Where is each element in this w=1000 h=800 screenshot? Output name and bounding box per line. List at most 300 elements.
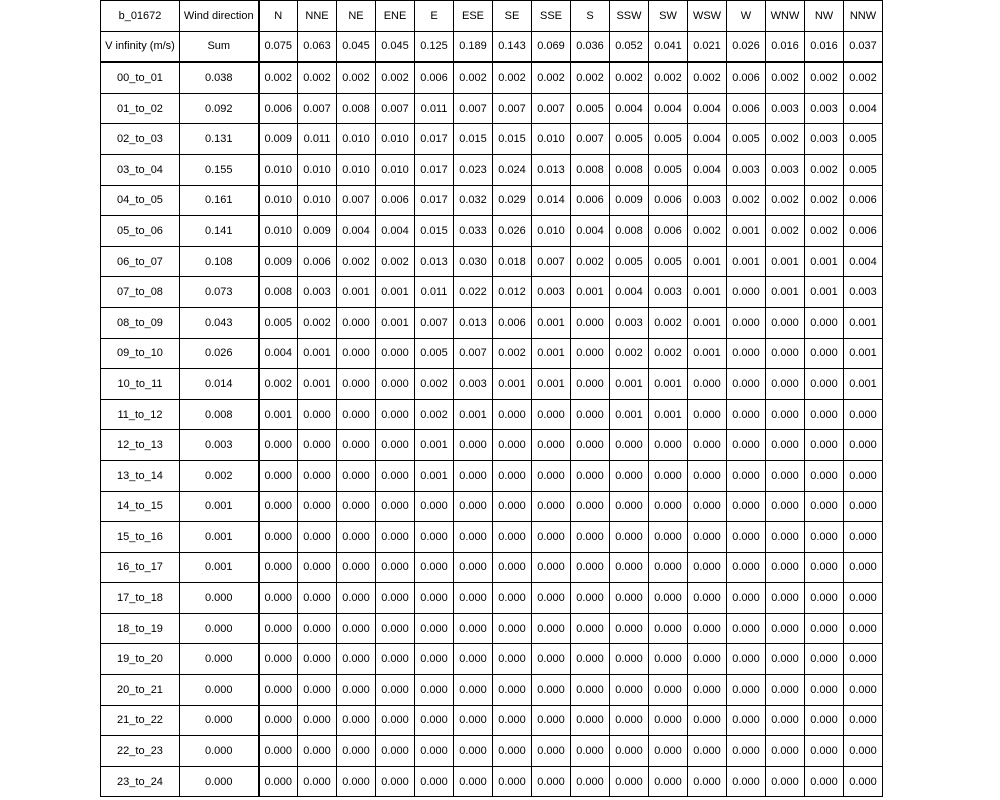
frequency-cell: 0.000 <box>259 522 298 553</box>
frequency-cell: 0.010 <box>259 185 298 216</box>
frequency-cell: 0.000 <box>727 491 766 522</box>
frequency-cell: 0.000 <box>376 705 415 736</box>
frequency-cell: 0.007 <box>415 307 454 338</box>
direction-sum-cell: 0.052 <box>610 31 649 62</box>
frequency-cell: 0.000 <box>727 338 766 369</box>
frequency-cell: 0.000 <box>727 307 766 338</box>
frequency-cell: 0.005 <box>649 124 688 155</box>
frequency-cell: 0.001 <box>727 216 766 247</box>
frequency-cell: 0.000 <box>454 491 493 522</box>
frequency-cell: 0.007 <box>454 338 493 369</box>
table-row <box>101 185 883 216</box>
table-row <box>101 154 883 185</box>
frequency-cell: 0.010 <box>532 124 571 155</box>
frequency-cell: 0.000 <box>259 491 298 522</box>
frequency-cell: 0.001 <box>844 307 883 338</box>
frequency-cell: 0.000 <box>805 705 844 736</box>
frequency-cell: 0.000 <box>454 705 493 736</box>
frequency-cell: 0.000 <box>805 307 844 338</box>
frequency-cell: 0.000 <box>415 736 454 767</box>
frequency-cell: 0.000 <box>649 736 688 767</box>
frequency-cell: 0.000 <box>766 369 805 400</box>
frequency-cell: 0.000 <box>844 766 883 797</box>
frequency-cell: 0.000 <box>493 552 532 583</box>
table-row <box>101 277 883 308</box>
direction-header-cell: SSE <box>532 1 571 32</box>
frequency-cell: 0.000 <box>376 491 415 522</box>
frequency-cell: 0.000 <box>610 460 649 491</box>
frequency-cell: 0.015 <box>415 216 454 247</box>
frequency-cell: 0.000 <box>727 552 766 583</box>
table-row <box>101 307 883 338</box>
frequency-cell: 0.000 <box>493 460 532 491</box>
row-sum-cell: 0.000 <box>180 736 259 767</box>
frequency-cell: 0.000 <box>649 675 688 706</box>
frequency-cell: 0.003 <box>454 369 493 400</box>
frequency-cell: 0.000 <box>610 766 649 797</box>
frequency-cell: 0.000 <box>571 766 610 797</box>
speed-bin-label-cell: 13_to_14 <box>101 460 180 491</box>
direction-sum-cell: 0.016 <box>805 31 844 62</box>
frequency-cell: 0.000 <box>337 522 376 553</box>
frequency-cell: 0.000 <box>532 491 571 522</box>
frequency-cell: 0.000 <box>610 705 649 736</box>
frequency-cell: 0.000 <box>337 644 376 675</box>
frequency-cell: 0.000 <box>571 675 610 706</box>
frequency-cell: 0.004 <box>610 277 649 308</box>
frequency-cell: 0.000 <box>766 460 805 491</box>
frequency-cell: 0.007 <box>376 93 415 124</box>
frequency-cell: 0.033 <box>454 216 493 247</box>
frequency-cell: 0.010 <box>337 124 376 155</box>
frequency-cell: 0.000 <box>415 766 454 797</box>
frequency-cell: 0.000 <box>844 583 883 614</box>
frequency-cell: 0.000 <box>493 644 532 675</box>
frequency-cell: 0.013 <box>532 154 571 185</box>
row-sum-cell: 0.000 <box>180 766 259 797</box>
frequency-cell: 0.002 <box>610 338 649 369</box>
frequency-cell: 0.011 <box>298 124 337 155</box>
frequency-cell: 0.000 <box>454 583 493 614</box>
frequency-cell: 0.000 <box>376 460 415 491</box>
frequency-cell: 0.000 <box>844 491 883 522</box>
frequency-cell: 0.000 <box>415 522 454 553</box>
frequency-cell: 0.000 <box>298 552 337 583</box>
frequency-cell: 0.001 <box>415 460 454 491</box>
frequency-cell: 0.002 <box>688 216 727 247</box>
frequency-cell: 0.015 <box>454 124 493 155</box>
frequency-cell: 0.000 <box>532 522 571 553</box>
frequency-cell: 0.002 <box>688 62 727 93</box>
frequency-cell: 0.000 <box>649 644 688 675</box>
frequency-cell: 0.000 <box>805 399 844 430</box>
frequency-cell: 0.003 <box>844 277 883 308</box>
frequency-cell: 0.006 <box>727 93 766 124</box>
frequency-cell: 0.004 <box>688 124 727 155</box>
frequency-cell: 0.013 <box>415 246 454 277</box>
speed-bin-label-cell: 03_to_04 <box>101 154 180 185</box>
row-sum-cell: 0.092 <box>180 93 259 124</box>
frequency-cell: 0.008 <box>571 154 610 185</box>
frequency-cell: 0.000 <box>298 675 337 706</box>
speed-bin-label-cell: 11_to_12 <box>101 399 180 430</box>
frequency-cell: 0.010 <box>337 154 376 185</box>
frequency-cell: 0.001 <box>493 369 532 400</box>
frequency-cell: 0.000 <box>337 399 376 430</box>
direction-header-cell: WNW <box>766 1 805 32</box>
frequency-cell: 0.003 <box>649 277 688 308</box>
frequency-cell: 0.006 <box>376 185 415 216</box>
frequency-cell: 0.005 <box>649 246 688 277</box>
frequency-cell: 0.000 <box>766 338 805 369</box>
frequency-cell: 0.000 <box>493 736 532 767</box>
frequency-cell: 0.000 <box>805 552 844 583</box>
row-sum-cell: 0.000 <box>180 583 259 614</box>
frequency-cell: 0.000 <box>610 613 649 644</box>
direction-header-cell: ESE <box>454 1 493 32</box>
frequency-cell: 0.000 <box>259 675 298 706</box>
frequency-cell: 0.000 <box>571 338 610 369</box>
frequency-cell: 0.014 <box>532 185 571 216</box>
frequency-cell: 0.000 <box>610 552 649 583</box>
frequency-cell: 0.013 <box>454 307 493 338</box>
row-sum-cell: 0.155 <box>180 154 259 185</box>
frequency-cell: 0.000 <box>727 522 766 553</box>
speed-bin-label-cell: 23_to_24 <box>101 766 180 797</box>
table-row <box>101 766 883 797</box>
frequency-cell: 0.000 <box>766 644 805 675</box>
id-label-cell: b_01672 <box>101 1 180 32</box>
frequency-cell: 0.000 <box>805 460 844 491</box>
frequency-cell: 0.000 <box>415 583 454 614</box>
direction-header-cell: NE <box>337 1 376 32</box>
frequency-cell: 0.000 <box>805 644 844 675</box>
frequency-cell: 0.000 <box>766 307 805 338</box>
frequency-cell: 0.000 <box>688 522 727 553</box>
frequency-cell: 0.000 <box>532 766 571 797</box>
frequency-cell: 0.000 <box>688 460 727 491</box>
frequency-cell: 0.000 <box>454 675 493 706</box>
frequency-cell: 0.000 <box>766 675 805 706</box>
frequency-cell: 0.000 <box>298 460 337 491</box>
frequency-cell: 0.001 <box>688 338 727 369</box>
frequency-cell: 0.024 <box>493 154 532 185</box>
table-row <box>101 552 883 583</box>
row-sum-cell: 0.108 <box>180 246 259 277</box>
frequency-cell: 0.001 <box>337 277 376 308</box>
frequency-cell: 0.000 <box>337 705 376 736</box>
frequency-cell: 0.000 <box>649 522 688 553</box>
frequency-cell: 0.005 <box>649 154 688 185</box>
frequency-cell: 0.000 <box>727 736 766 767</box>
table-body <box>101 1 883 797</box>
frequency-cell: 0.001 <box>688 277 727 308</box>
frequency-cell: 0.000 <box>532 552 571 583</box>
frequency-cell: 0.000 <box>493 705 532 736</box>
frequency-cell: 0.000 <box>532 644 571 675</box>
frequency-cell: 0.000 <box>649 491 688 522</box>
frequency-cell: 0.018 <box>493 246 532 277</box>
frequency-cell: 0.000 <box>688 369 727 400</box>
frequency-cell: 0.000 <box>610 644 649 675</box>
frequency-cell: 0.006 <box>844 185 883 216</box>
frequency-cell: 0.000 <box>532 705 571 736</box>
frequency-cell: 0.000 <box>805 522 844 553</box>
speed-bin-label-cell: 00_to_01 <box>101 62 180 93</box>
frequency-cell: 0.000 <box>649 552 688 583</box>
frequency-cell: 0.000 <box>337 552 376 583</box>
frequency-cell: 0.000 <box>415 705 454 736</box>
frequency-cell: 0.002 <box>493 338 532 369</box>
frequency-cell: 0.004 <box>337 216 376 247</box>
frequency-cell: 0.026 <box>493 216 532 247</box>
frequency-cell: 0.000 <box>493 583 532 614</box>
frequency-cell: 0.000 <box>259 430 298 461</box>
frequency-cell: 0.001 <box>649 399 688 430</box>
direction-sum-cell: 0.075 <box>259 31 298 62</box>
row-sum-cell: 0.001 <box>180 491 259 522</box>
wind-direction-label-cell: Wind direction <box>180 1 259 32</box>
frequency-cell: 0.000 <box>376 430 415 461</box>
frequency-cell: 0.000 <box>337 583 376 614</box>
direction-header-cell: SE <box>493 1 532 32</box>
table-row <box>101 62 883 93</box>
frequency-cell: 0.009 <box>610 185 649 216</box>
frequency-cell: 0.001 <box>376 307 415 338</box>
speed-bin-label-cell: 01_to_02 <box>101 93 180 124</box>
row-sum-cell: 0.073 <box>180 277 259 308</box>
frequency-cell: 0.002 <box>337 62 376 93</box>
sum-label-cell: Sum <box>180 31 259 62</box>
frequency-cell: 0.000 <box>727 430 766 461</box>
frequency-cell: 0.004 <box>688 93 727 124</box>
frequency-cell: 0.002 <box>844 62 883 93</box>
frequency-cell: 0.000 <box>298 430 337 461</box>
frequency-cell: 0.000 <box>259 460 298 491</box>
frequency-cell: 0.000 <box>805 430 844 461</box>
direction-header-cell: NNW <box>844 1 883 32</box>
frequency-cell: 0.000 <box>259 583 298 614</box>
frequency-cell: 0.003 <box>766 93 805 124</box>
frequency-cell: 0.007 <box>571 124 610 155</box>
speed-bin-label-cell: 17_to_18 <box>101 583 180 614</box>
frequency-cell: 0.029 <box>493 185 532 216</box>
frequency-cell: 0.001 <box>688 246 727 277</box>
frequency-cell: 0.000 <box>649 613 688 644</box>
frequency-cell: 0.002 <box>805 62 844 93</box>
table-row <box>101 491 883 522</box>
frequency-cell: 0.005 <box>844 124 883 155</box>
frequency-cell: 0.002 <box>259 62 298 93</box>
frequency-cell: 0.000 <box>493 613 532 644</box>
direction-header-cell: NW <box>805 1 844 32</box>
frequency-cell: 0.000 <box>844 644 883 675</box>
frequency-cell: 0.007 <box>532 93 571 124</box>
row-sum-cell: 0.131 <box>180 124 259 155</box>
frequency-cell: 0.002 <box>805 216 844 247</box>
row-sum-cell: 0.000 <box>180 613 259 644</box>
frequency-cell: 0.003 <box>298 277 337 308</box>
frequency-cell: 0.007 <box>532 246 571 277</box>
frequency-cell: 0.000 <box>727 460 766 491</box>
frequency-cell: 0.002 <box>766 124 805 155</box>
frequency-cell: 0.008 <box>610 154 649 185</box>
frequency-cell: 0.000 <box>298 705 337 736</box>
row-sum-cell: 0.003 <box>180 430 259 461</box>
frequency-cell: 0.000 <box>415 491 454 522</box>
frequency-cell: 0.001 <box>649 369 688 400</box>
frequency-cell: 0.002 <box>493 62 532 93</box>
frequency-cell: 0.000 <box>805 338 844 369</box>
speed-bin-label-cell: 05_to_06 <box>101 216 180 247</box>
frequency-cell: 0.010 <box>298 154 337 185</box>
frequency-cell: 0.000 <box>844 430 883 461</box>
frequency-cell: 0.000 <box>766 705 805 736</box>
frequency-cell: 0.000 <box>766 552 805 583</box>
frequency-cell: 0.000 <box>844 675 883 706</box>
frequency-cell: 0.000 <box>727 705 766 736</box>
frequency-cell: 0.000 <box>454 736 493 767</box>
speed-bin-label-cell: 07_to_08 <box>101 277 180 308</box>
frequency-cell: 0.001 <box>844 369 883 400</box>
frequency-cell: 0.000 <box>766 522 805 553</box>
frequency-cell: 0.002 <box>337 246 376 277</box>
frequency-cell: 0.000 <box>454 644 493 675</box>
frequency-cell: 0.001 <box>688 307 727 338</box>
frequency-cell: 0.000 <box>688 705 727 736</box>
frequency-cell: 0.000 <box>805 736 844 767</box>
frequency-cell: 0.000 <box>727 277 766 308</box>
v-infinity-label-cell: V infinity (m/s) <box>101 31 180 62</box>
table-row <box>101 644 883 675</box>
frequency-cell: 0.022 <box>454 277 493 308</box>
frequency-cell: 0.000 <box>727 675 766 706</box>
frequency-cell: 0.000 <box>571 307 610 338</box>
frequency-cell: 0.002 <box>610 62 649 93</box>
frequency-cell: 0.005 <box>610 246 649 277</box>
frequency-cell: 0.000 <box>766 613 805 644</box>
table-row <box>101 246 883 277</box>
frequency-cell: 0.000 <box>259 736 298 767</box>
frequency-cell: 0.001 <box>766 277 805 308</box>
row-sum-cell: 0.002 <box>180 460 259 491</box>
row-sum-cell: 0.161 <box>180 185 259 216</box>
frequency-cell: 0.000 <box>610 736 649 767</box>
frequency-cell: 0.000 <box>688 491 727 522</box>
table-row <box>101 705 883 736</box>
frequency-cell: 0.000 <box>688 430 727 461</box>
frequency-cell: 0.000 <box>571 583 610 614</box>
frequency-cell: 0.000 <box>532 613 571 644</box>
frequency-cell: 0.000 <box>805 613 844 644</box>
frequency-cell: 0.003 <box>727 154 766 185</box>
frequency-cell: 0.000 <box>805 766 844 797</box>
frequency-cell: 0.001 <box>805 246 844 277</box>
frequency-cell: 0.017 <box>415 154 454 185</box>
speed-bin-label-cell: 06_to_07 <box>101 246 180 277</box>
frequency-cell: 0.000 <box>688 675 727 706</box>
row-sum-cell: 0.141 <box>180 216 259 247</box>
row-sum-cell: 0.008 <box>180 399 259 430</box>
direction-sum-cell: 0.143 <box>493 31 532 62</box>
frequency-cell: 0.000 <box>844 613 883 644</box>
frequency-cell: 0.005 <box>844 154 883 185</box>
direction-sum-cell: 0.045 <box>337 31 376 62</box>
frequency-cell: 0.010 <box>532 216 571 247</box>
row-sum-cell: 0.026 <box>180 338 259 369</box>
table-row <box>101 399 883 430</box>
frequency-cell: 0.001 <box>805 277 844 308</box>
frequency-cell: 0.004 <box>610 93 649 124</box>
frequency-cell: 0.000 <box>532 736 571 767</box>
frequency-cell: 0.000 <box>532 675 571 706</box>
frequency-cell: 0.000 <box>298 522 337 553</box>
frequency-cell: 0.002 <box>766 62 805 93</box>
frequency-cell: 0.000 <box>727 644 766 675</box>
frequency-cell: 0.000 <box>727 369 766 400</box>
row-sum-cell: 0.000 <box>180 644 259 675</box>
frequency-cell: 0.000 <box>844 705 883 736</box>
frequency-cell: 0.006 <box>298 246 337 277</box>
frequency-cell: 0.001 <box>766 246 805 277</box>
frequency-cell: 0.002 <box>532 62 571 93</box>
table-row <box>101 369 883 400</box>
frequency-cell: 0.001 <box>727 246 766 277</box>
speed-bin-label-cell: 20_to_21 <box>101 675 180 706</box>
frequency-cell: 0.002 <box>727 185 766 216</box>
frequency-cell: 0.011 <box>415 93 454 124</box>
frequency-cell: 0.002 <box>376 62 415 93</box>
frequency-cell: 0.004 <box>844 93 883 124</box>
frequency-cell: 0.002 <box>376 246 415 277</box>
frequency-cell: 0.000 <box>610 430 649 461</box>
frequency-cell: 0.000 <box>259 705 298 736</box>
frequency-cell: 0.000 <box>571 460 610 491</box>
frequency-cell: 0.006 <box>649 185 688 216</box>
frequency-cell: 0.000 <box>610 491 649 522</box>
frequency-cell: 0.003 <box>532 277 571 308</box>
table-row <box>101 124 883 155</box>
frequency-cell: 0.007 <box>298 93 337 124</box>
frequency-cell: 0.000 <box>454 522 493 553</box>
speed-bin-label-cell: 04_to_05 <box>101 185 180 216</box>
frequency-cell: 0.007 <box>454 93 493 124</box>
frequency-cell: 0.000 <box>493 399 532 430</box>
frequency-cell: 0.000 <box>337 491 376 522</box>
frequency-cell: 0.005 <box>415 338 454 369</box>
frequency-cell: 0.000 <box>766 766 805 797</box>
frequency-cell: 0.002 <box>766 216 805 247</box>
frequency-cell: 0.000 <box>688 644 727 675</box>
frequency-cell: 0.000 <box>298 644 337 675</box>
frequency-cell: 0.008 <box>337 93 376 124</box>
frequency-cell: 0.023 <box>454 154 493 185</box>
frequency-cell: 0.006 <box>493 307 532 338</box>
frequency-cell: 0.007 <box>493 93 532 124</box>
frequency-cell: 0.006 <box>571 185 610 216</box>
frequency-cell: 0.000 <box>298 736 337 767</box>
frequency-cell: 0.004 <box>649 93 688 124</box>
frequency-cell: 0.011 <box>415 277 454 308</box>
speed-bin-label-cell: 09_to_10 <box>101 338 180 369</box>
table-row <box>101 216 883 247</box>
frequency-cell: 0.003 <box>766 154 805 185</box>
table-row <box>101 430 883 461</box>
frequency-cell: 0.000 <box>844 460 883 491</box>
speed-bin-label-cell: 18_to_19 <box>101 613 180 644</box>
frequency-cell: 0.009 <box>298 216 337 247</box>
frequency-cell: 0.000 <box>454 766 493 797</box>
